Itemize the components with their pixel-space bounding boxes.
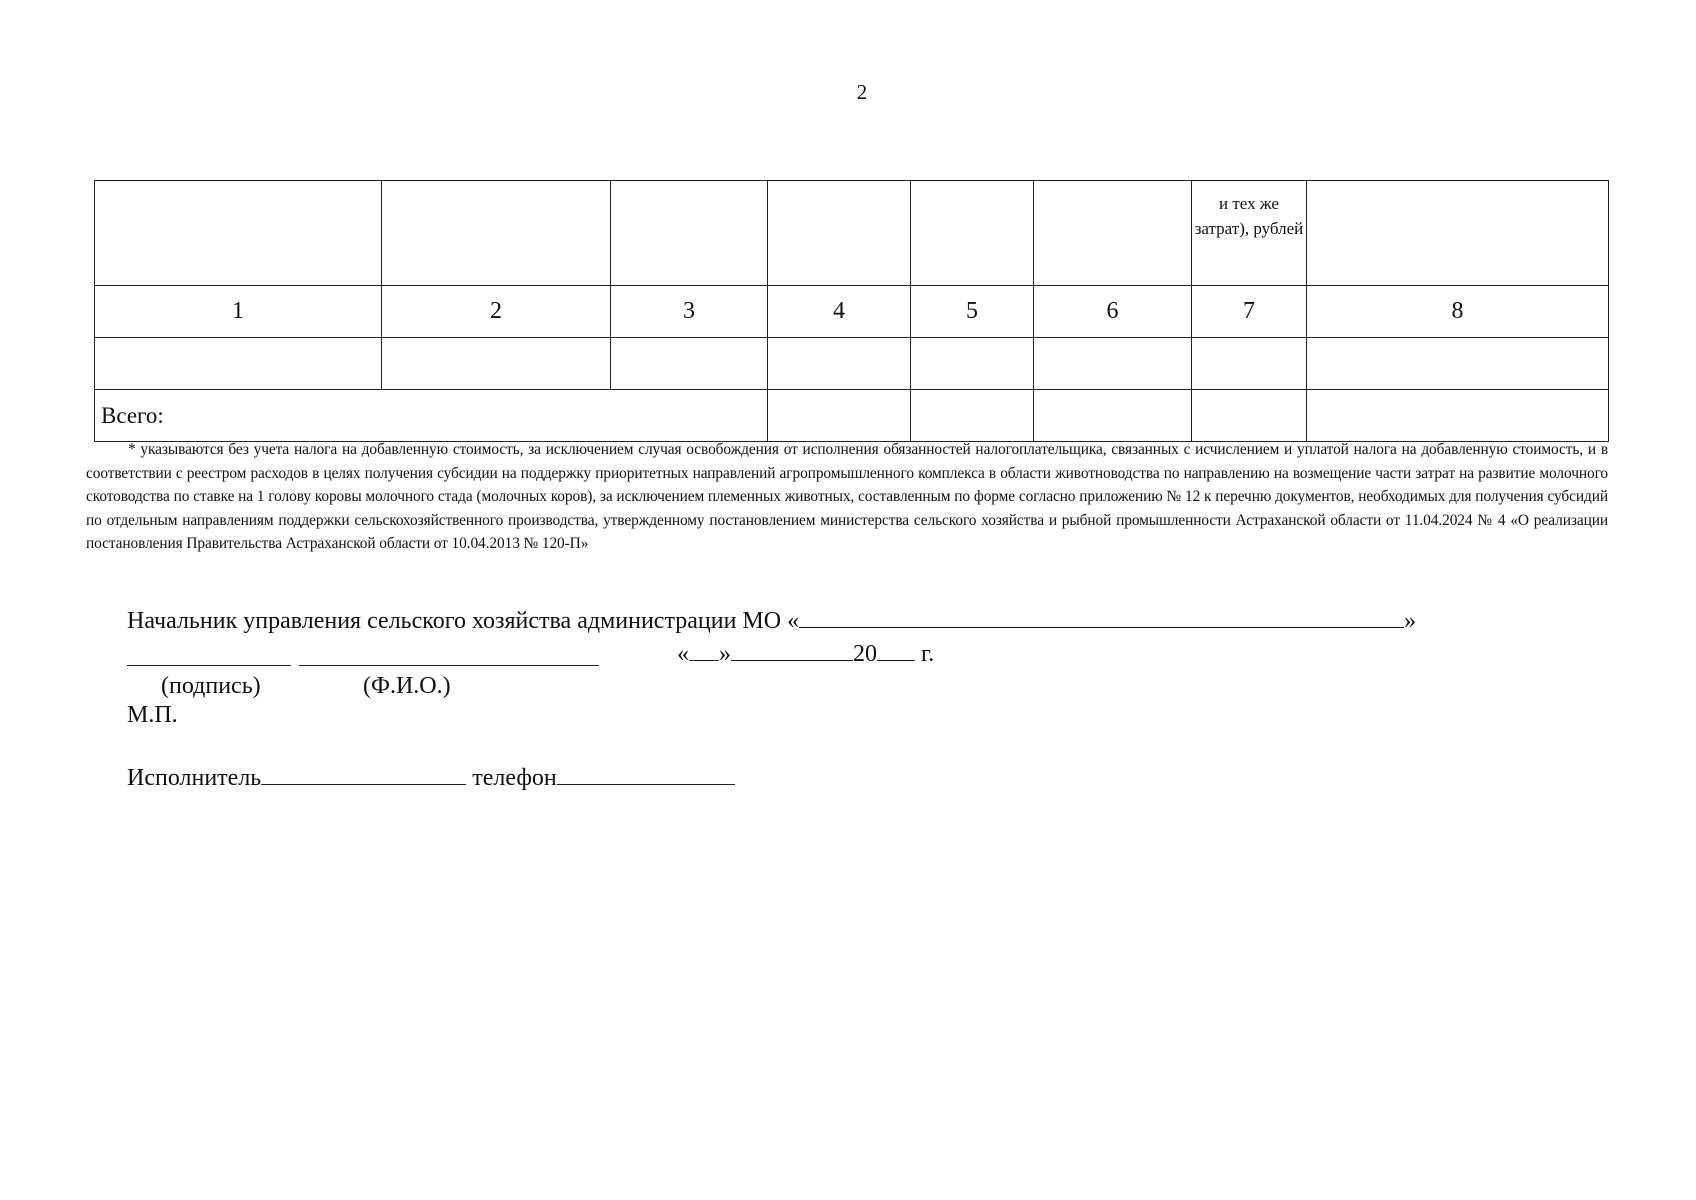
page-number: 2 [856,80,868,104]
table-cell [1034,338,1192,390]
table-cell [1307,338,1609,390]
table-cell [911,338,1034,390]
header-cell [382,181,611,286]
total-cell [768,390,911,442]
column-number: 4 [768,286,911,338]
column-number-row [95,286,1609,338]
head-title: Начальник управления сельского хозяйства администрации МО « [127,608,800,634]
header-cell [1307,181,1609,286]
head-close-quote: » [1404,608,1417,634]
column-number: 3 [611,286,768,338]
date-open-quote: « [677,641,689,667]
municipality-blank [799,626,1404,628]
executor-line [127,765,735,792]
name-blank [299,665,599,666]
header-cell [1034,181,1192,286]
column-number: 6 [1034,286,1192,338]
year-blank [877,659,915,661]
phone-label: телефон [466,765,557,791]
executor-label: Исполнитель [127,765,262,791]
total-label: Всего: [95,390,768,442]
head-signature-line [127,608,1416,635]
column-number: 1 [95,286,382,338]
signature-row [127,641,1127,671]
day-blank [689,659,719,661]
date-field [677,641,934,668]
column-number: 5 [911,286,1034,338]
column-number: 2 [382,286,611,338]
total-row [95,390,1609,442]
header-cell [95,181,382,286]
total-cell [911,390,1034,442]
footnote: * указываются без учета налога на добавленную стоимость, за исключением случая освобождения от исполнения обязанностей налогоплательщика, связанных с исчислением и уплатой налога на добавленную стоимость, и в соответствии с реестром расходов в целях получения субсидии на поддержку приоритетных направлений агропромышленного комплекса в области животноводства по направлению на возмещение части затрат на развитие молочного скотоводства по ставке на 1 голову коровы молочного стада (молочных коров), за исключением племенных животных, составленным по форме согласно приложению № 12 к перечню документов, необходимых для получения субсидий по отдельным направлениям поддержки сельскохозяйственного производства, утвержденному постановлением министерства сельского хозяйства и рыбной промышленности Астраханской области от 11.04.2024 № 4 «О реализации постановления Правительства Астраханской области от 10.04.2013 № 120-П» [86,441,1608,552]
caption-name: (Ф.И.О.) [363,673,451,699]
header-cell-col7: и тех же затрат), рублей [1192,181,1307,286]
total-cell [1192,390,1307,442]
column-number: 8 [1307,286,1609,338]
signature-blank [127,665,291,666]
year-prefix: 20 [853,641,877,667]
table-cell [1192,338,1307,390]
caption-signature: (подпись) [161,673,261,699]
header-cell [611,181,768,286]
total-cell [1307,390,1609,442]
year-suffix: г. [915,641,935,667]
executor-blank [261,783,466,785]
table-cell [611,338,768,390]
phone-blank [557,783,735,785]
header-cell [911,181,1034,286]
table-cell [95,338,382,390]
date-mid-quote: » [719,641,731,667]
caption-row [127,673,727,703]
column-number: 7 [1192,286,1307,338]
total-cell [1034,390,1192,442]
table-cell [768,338,911,390]
month-blank [731,659,853,661]
table-row [95,338,1609,390]
table-header-row [95,181,1609,286]
header-cell [768,181,911,286]
table-cell [382,338,611,390]
report-table [94,180,1609,442]
stamp-label: М.П. [127,702,178,728]
